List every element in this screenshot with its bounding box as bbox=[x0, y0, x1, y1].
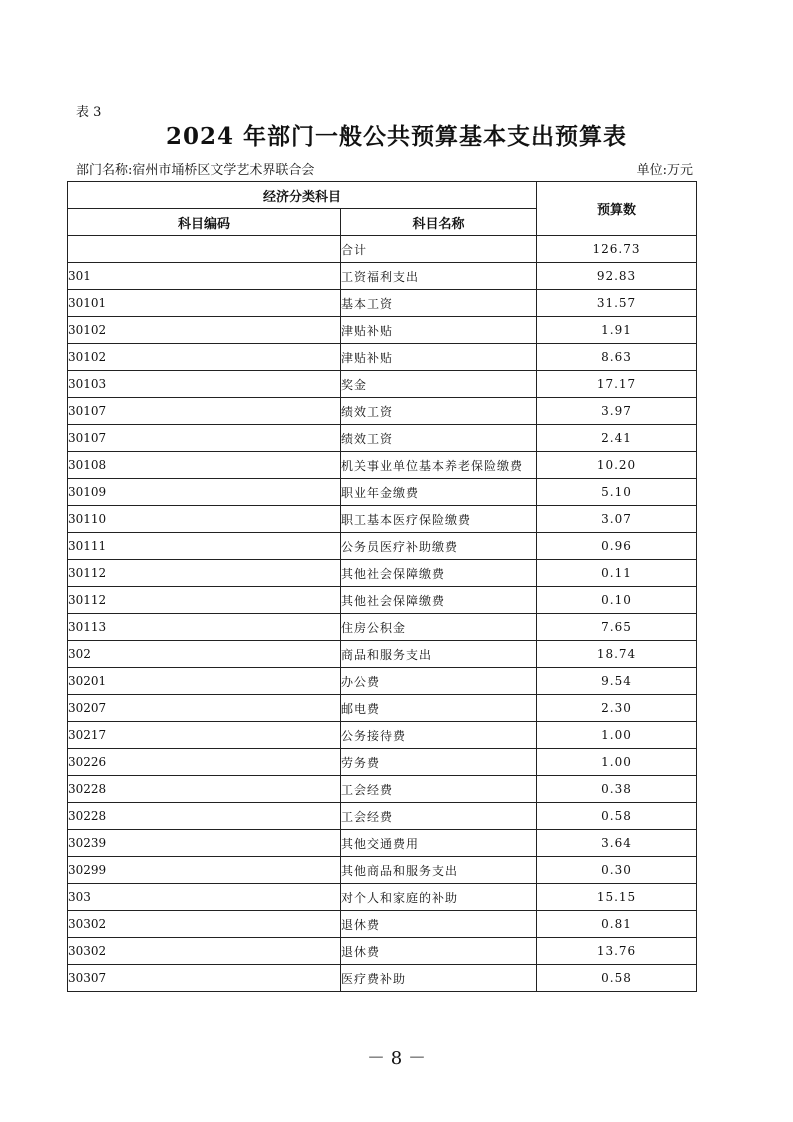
table-row bbox=[68, 938, 697, 965]
page-title: 2024 年部门一般公共预算基本支出预算表 bbox=[165, 123, 628, 150]
budget-amount-cell: 17.17 bbox=[537, 371, 697, 398]
budget-amount-cell: 7.65 bbox=[537, 614, 697, 641]
subject-name-cell: 工资福利支出 bbox=[341, 263, 537, 290]
table-row bbox=[68, 263, 697, 290]
subject-code-cell: 30107 bbox=[68, 425, 341, 452]
subject-code-cell: 30226 bbox=[68, 749, 341, 776]
subject-code-cell: 30207 bbox=[68, 695, 341, 722]
subject-code-cell: 30228 bbox=[68, 776, 341, 803]
budget-amount-cell: 0.38 bbox=[537, 776, 697, 803]
table-row bbox=[68, 506, 697, 533]
header-economic-classification: 经济分类科目 bbox=[68, 182, 537, 209]
table-row bbox=[68, 668, 697, 695]
header-subject-code: 科目编码 bbox=[68, 209, 341, 236]
subject-name-cell: 合计 bbox=[341, 236, 537, 263]
subject-code-cell: 30201 bbox=[68, 668, 341, 695]
budget-amount-cell: 0.10 bbox=[537, 587, 697, 614]
table-row bbox=[68, 830, 697, 857]
subject-code-cell: 30108 bbox=[68, 452, 341, 479]
table-row bbox=[68, 695, 697, 722]
subject-name-cell: 退休费 bbox=[341, 911, 537, 938]
budget-amount-cell: 10.20 bbox=[537, 452, 697, 479]
table-row bbox=[68, 911, 697, 938]
table-row bbox=[68, 371, 697, 398]
subject-code-cell: 30307 bbox=[68, 965, 341, 992]
budget-amount-cell: 126.73 bbox=[537, 236, 697, 263]
page-number: － 8 － bbox=[367, 1048, 426, 1069]
subject-code-cell: 30110 bbox=[68, 506, 341, 533]
budget-amount-cell: 92.83 bbox=[537, 263, 697, 290]
table-row bbox=[68, 776, 697, 803]
budget-amount-cell: 2.30 bbox=[537, 695, 697, 722]
subject-name-cell: 职工基本医疗保险缴费 bbox=[341, 506, 537, 533]
subject-code-cell: 30101 bbox=[68, 290, 341, 317]
subject-name-cell: 奖金 bbox=[341, 371, 537, 398]
subject-name-cell: 其他社会保障缴费 bbox=[341, 587, 537, 614]
subject-name-cell: 对个人和家庭的补助 bbox=[341, 884, 537, 911]
subject-code-cell: 30302 bbox=[68, 911, 341, 938]
subject-name-cell: 津贴补贴 bbox=[341, 317, 537, 344]
subject-code-cell: 30112 bbox=[68, 587, 341, 614]
budget-amount-cell: 5.10 bbox=[537, 479, 697, 506]
subject-code-cell bbox=[68, 236, 341, 263]
budget-amount-cell: 0.58 bbox=[537, 803, 697, 830]
subject-name-cell: 劳务费 bbox=[341, 749, 537, 776]
subject-name-cell: 商品和服务支出 bbox=[341, 641, 537, 668]
subject-code-cell: 301 bbox=[68, 263, 341, 290]
subject-code-cell: 30102 bbox=[68, 344, 341, 371]
subject-code-cell: 30112 bbox=[68, 560, 341, 587]
subject-code-cell: 30109 bbox=[68, 479, 341, 506]
table-number: 表 3 bbox=[76, 105, 102, 120]
table-row bbox=[68, 965, 697, 992]
budget-amount-cell: 1.00 bbox=[537, 722, 697, 749]
department-name: 部门名称:宿州市埇桥区文学艺术界联合会 bbox=[76, 163, 315, 178]
table-row bbox=[68, 749, 697, 776]
budget-amount-cell: 0.81 bbox=[537, 911, 697, 938]
table-row bbox=[68, 587, 697, 614]
header-subject-name: 科目名称 bbox=[341, 209, 537, 236]
header-budget-amount: 预算数 bbox=[537, 182, 697, 236]
subject-code-cell: 30107 bbox=[68, 398, 341, 425]
budget-amount-cell: 3.97 bbox=[537, 398, 697, 425]
table-row bbox=[68, 857, 697, 884]
subject-name-cell: 住房公积金 bbox=[341, 614, 537, 641]
subject-name-cell: 机关事业单位基本养老保险缴费 bbox=[341, 452, 537, 479]
budget-amount-cell: 0.96 bbox=[537, 533, 697, 560]
table-row bbox=[68, 803, 697, 830]
subject-code-cell: 303 bbox=[68, 884, 341, 911]
subject-name-cell: 医疗费补助 bbox=[341, 965, 537, 992]
budget-amount-cell: 9.54 bbox=[537, 668, 697, 695]
subject-code-cell: 30228 bbox=[68, 803, 341, 830]
budget-amount-cell: 8.63 bbox=[537, 344, 697, 371]
table-row bbox=[68, 317, 697, 344]
subject-name-cell: 其他交通费用 bbox=[341, 830, 537, 857]
table-row bbox=[68, 344, 697, 371]
budget-amount-cell: 3.64 bbox=[537, 830, 697, 857]
table-row bbox=[68, 614, 697, 641]
budget-amount-cell: 1.91 bbox=[537, 317, 697, 344]
budget-amount-cell: 13.76 bbox=[537, 938, 697, 965]
subject-code-cell: 30111 bbox=[68, 533, 341, 560]
subject-code-cell: 30239 bbox=[68, 830, 341, 857]
subject-name-cell: 基本工资 bbox=[341, 290, 537, 317]
table-row bbox=[68, 479, 697, 506]
table-row bbox=[68, 560, 697, 587]
subject-name-cell: 其他商品和服务支出 bbox=[341, 857, 537, 884]
budget-amount-cell: 18.74 bbox=[537, 641, 697, 668]
subject-name-cell: 邮电费 bbox=[341, 695, 537, 722]
table-row bbox=[68, 533, 697, 560]
budget-amount-cell: 31.57 bbox=[537, 290, 697, 317]
budget-amount-cell: 0.30 bbox=[537, 857, 697, 884]
unit-label: 单位:万元 bbox=[636, 163, 693, 178]
subject-name-cell: 津贴补贴 bbox=[341, 344, 537, 371]
budget-amount-cell: 2.41 bbox=[537, 425, 697, 452]
subject-name-cell: 退休费 bbox=[341, 938, 537, 965]
subject-code-cell: 30217 bbox=[68, 722, 341, 749]
subject-name-cell: 职业年金缴费 bbox=[341, 479, 537, 506]
table-row bbox=[68, 236, 697, 263]
subject-code-cell: 302 bbox=[68, 641, 341, 668]
subject-name-cell: 绩效工资 bbox=[341, 425, 537, 452]
subject-name-cell: 其他社会保障缴费 bbox=[341, 560, 537, 587]
subject-code-cell: 30113 bbox=[68, 614, 341, 641]
table-row bbox=[68, 290, 697, 317]
table-row bbox=[68, 884, 697, 911]
subject-code-cell: 30103 bbox=[68, 371, 341, 398]
table-row bbox=[68, 398, 697, 425]
budget-amount-cell: 15.15 bbox=[537, 884, 697, 911]
subject-name-cell: 公务接待费 bbox=[341, 722, 537, 749]
budget-amount-cell: 0.11 bbox=[537, 560, 697, 587]
table-row bbox=[68, 452, 697, 479]
budget-amount-cell: 1.00 bbox=[537, 749, 697, 776]
table-row bbox=[68, 722, 697, 749]
budget-amount-cell: 3.07 bbox=[537, 506, 697, 533]
subject-name-cell: 工会经费 bbox=[341, 803, 537, 830]
subject-name-cell: 绩效工资 bbox=[341, 398, 537, 425]
table-row bbox=[68, 425, 697, 452]
subject-name-cell: 办公费 bbox=[341, 668, 537, 695]
subject-name-cell: 公务员医疗补助缴费 bbox=[341, 533, 537, 560]
subject-code-cell: 30102 bbox=[68, 317, 341, 344]
table-row bbox=[68, 641, 697, 668]
subject-code-cell: 30302 bbox=[68, 938, 341, 965]
subject-code-cell: 30299 bbox=[68, 857, 341, 884]
budget-table bbox=[67, 181, 697, 992]
subject-name-cell: 工会经费 bbox=[341, 776, 537, 803]
budget-amount-cell: 0.58 bbox=[537, 965, 697, 992]
